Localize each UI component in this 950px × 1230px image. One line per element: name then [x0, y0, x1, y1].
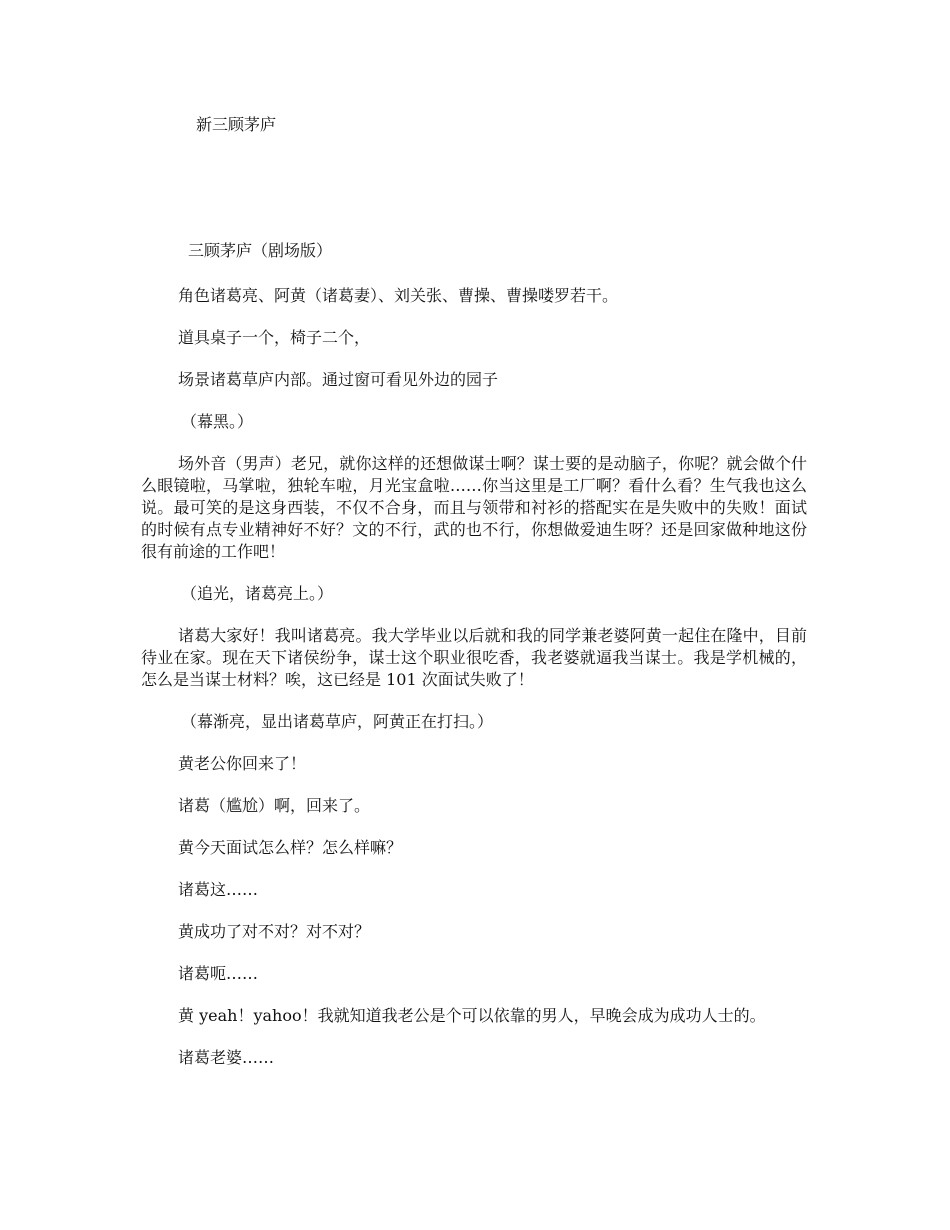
- dialogue-line: 诸葛呃……: [178, 964, 259, 983]
- props-line: 道具桌子一个，椅子二个，: [178, 328, 371, 347]
- dialogue-line: 诸葛老婆……: [178, 1048, 275, 1067]
- script-body: [141, 285, 807, 1089]
- scene-line: 场景诸葛草庐内部。通过窗可看见外边的园子: [178, 370, 499, 389]
- stage-direction: （追光，诸葛亮上。）: [181, 584, 334, 603]
- cast-line: 角色诸葛亮、阿黄（诸葛妻）、刘关张、曹操、曹操喽罗若干。: [178, 286, 619, 305]
- stage-direction: （幕黑。）: [181, 412, 254, 431]
- dialogue-line: 黄今天面试怎么样？怎么样嘛？: [178, 838, 403, 857]
- document-title: 新三顾茅庐: [196, 115, 277, 134]
- dialogue-line: 诸葛这……: [178, 880, 259, 899]
- dialogue-line: 黄成功了对不对？对不对？: [178, 922, 371, 941]
- dialogue-line: 诸葛（尴尬）啊，回来了。: [178, 796, 371, 815]
- dialogue-line: 黄 yeah！yahoo！我就知道我老公是个可以依靠的男人，早晚会成为成功人士的。: [178, 1006, 766, 1025]
- dialogue-line: 诸葛大家好！我叫诸葛亮。我大学毕业以后就和我的同学兼老婆阿黄一起住在隆中，目前待业在家。现在天下诸侯纷争，谋士这个职业很吃香，我老婆就逼我当谋士。我是学机械的，怎么是当谋士材料？唉，这已经是 101 次面试失败了！: [141, 626, 807, 689]
- dialogue-line: 黄老公你回来了！: [178, 754, 307, 773]
- dialogue-line: 场外音（男声）老兄，就你这样的还想做谋士啊？谋士要的是动脑子，你呢？就会做个什么眼镜啦，马掌啦，独轮车啦，月光宝盒啦……你当这里是工厂啊？看什么看？生气我也这么说。最可笑的是这身西装，不仅不合身，而且与领带和衬衫的搭配实在是失败中的失败！面试的时候有点专业精神好不好？文的不行，武的也不行，你想做爱迪生呀？还是回家做种地这份很有前途的工作吧！: [141, 454, 807, 561]
- document-subtitle: 三顾茅庐（剧场版）: [188, 241, 333, 260]
- stage-direction: （幕渐亮，显出诸葛草庐，阿黄正在打扫。）: [181, 712, 494, 731]
